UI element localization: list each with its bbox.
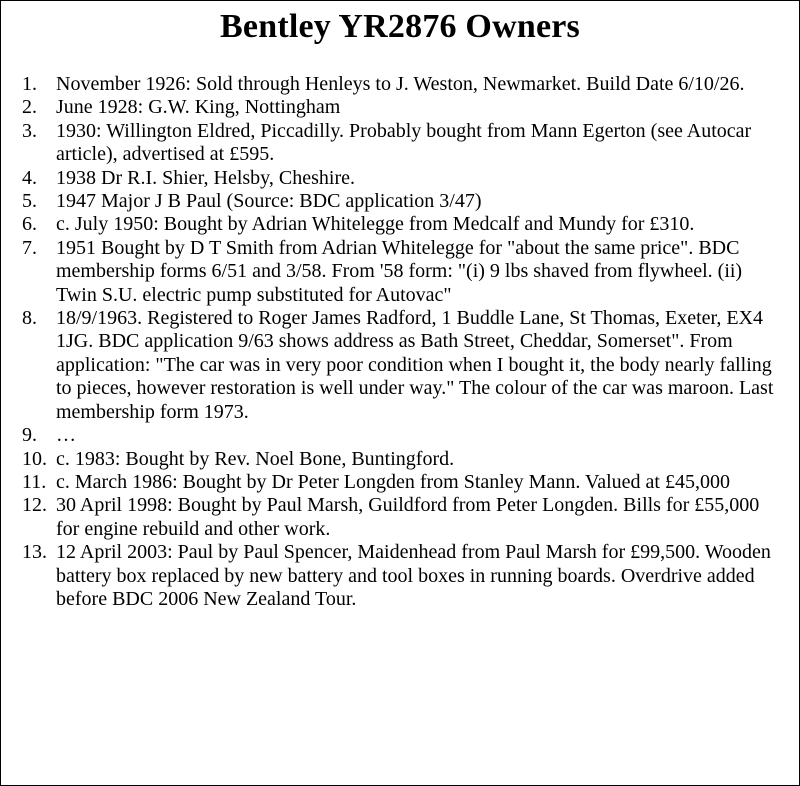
list-item — [1, 167, 799, 190]
list-item — [1, 541, 799, 611]
list-item — [1, 307, 799, 424]
list-item — [1, 471, 799, 494]
list-item — [1, 120, 799, 167]
item-number: 2. — [22, 96, 37, 119]
item-number: 9. — [22, 424, 37, 447]
item-text: 1938 Dr R.I. Shier, Helsby, Cheshire. — [56, 166, 355, 189]
item-number: 11. — [22, 470, 47, 493]
list-item — [1, 190, 799, 213]
item-text: 18/9/1963. Registered to Roger James Radford, 1 Buddle Lane, St Thomas, Exeter, EX4 1JG. BDC application 9/63 shows address as Bath Street, Cheddar, Somerset". From application: "The car was in very poor condition when I bought it, the body nearly falling to pieces, however restoration is well under way." The colour of the car was maroon. Last membership form 1973. — [56, 307, 774, 423]
item-text: c. July 1950: Bought by Adrian Whitelegge from Medcalf and Mundy for £310. — [56, 213, 695, 236]
item-text: … — [56, 424, 76, 447]
item-text: c. 1983: Bought by Rev. Noel Bone, Buntingford. — [56, 447, 455, 470]
item-text: 30 April 1998: Bought by Paul Marsh, Guildford from Peter Longden. Bills for £55,000 for engine rebuild and other work. — [56, 494, 760, 540]
item-number: 7. — [22, 236, 37, 259]
list-item — [1, 237, 799, 307]
item-number: 12. — [22, 494, 47, 517]
owners-list — [1, 73, 799, 611]
item-text: 12 April 2003: Paul by Paul Spencer, Maidenhead from Paul Marsh for £99,500. Wooden battery box replaced by new battery and tool boxes in running boards. Overdrive added before BDC 2006 New Zealand Tour. — [56, 541, 771, 610]
item-number: 5. — [22, 190, 37, 213]
item-text: 1951 Bought by D T Smith from Adrian Whitelegge for "about the same price". BDC membership forms 6/51 and 3/58. From '58 form: "(i) 9 lbs shaved from flywheel. (ii) Twin S.U. electric pump substituted for Autovac" — [56, 236, 743, 306]
item-number: 6. — [22, 213, 37, 236]
item-text: 1947 Major J B Paul (Source: BDC application 3/47) — [56, 190, 482, 213]
list-item — [1, 448, 799, 471]
item-number: 3. — [22, 119, 37, 142]
item-number: 13. — [22, 541, 47, 564]
item-number: 1. — [22, 73, 37, 95]
list-item — [1, 96, 799, 119]
item-text: c. March 1986: Bought by Dr Peter Longden from Stanley Mann. Valued at £45,000 — [56, 470, 730, 493]
item-text: June 1928: G.W. King, Nottingham — [56, 96, 341, 119]
item-number: 4. — [22, 166, 37, 189]
item-number: 10. — [22, 447, 47, 470]
item-number: 8. — [22, 307, 37, 330]
page-title: Bentley YR2876 Owners — [220, 8, 580, 45]
item-text: 1930: Willington Eldred, Piccadilly. Probably bought from Mann Egerton (see Autocar article), advertised at £595. — [56, 119, 752, 166]
list-item — [1, 494, 799, 541]
list-item — [1, 213, 799, 236]
item-text: November 1926: Sold through Henleys to J. Weston, Newmarket. Build Date 6/10/26. — [56, 73, 745, 95]
list-item — [1, 424, 799, 447]
list-item — [1, 73, 799, 96]
